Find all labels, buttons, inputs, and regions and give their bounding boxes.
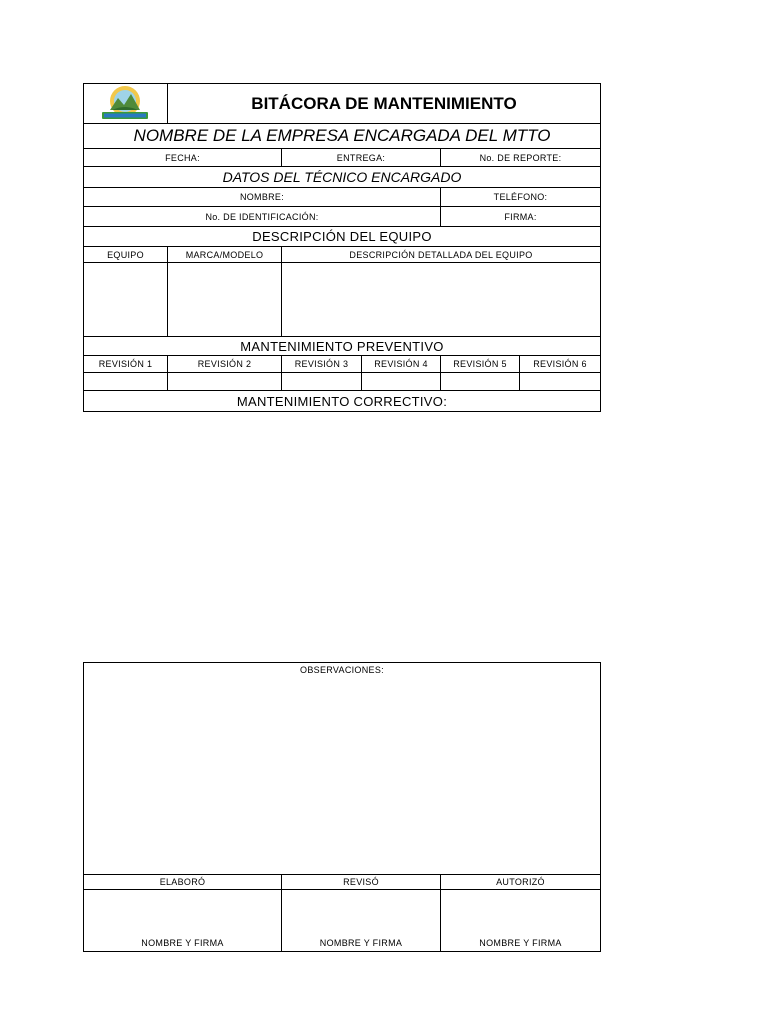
signature-label: NOMBRE Y FIRMA: [141, 938, 224, 948]
equipment-column-header: EQUIPO: [107, 249, 144, 260]
technician-signature-label: FIRMA:: [504, 211, 537, 222]
technician-name-label: NOMBRE:: [239, 192, 285, 202]
revision-header: REVISIÓN 5: [453, 359, 507, 369]
prepared-by-label: ELABORÓ: [159, 877, 206, 887]
signature-label: NOMBRE Y FIRMA: [319, 938, 403, 948]
report-number-label: No. DE REPORTE:: [479, 152, 562, 163]
equipment-heading: DESCRIPCIÓN DEL EQUIPO: [252, 229, 432, 244]
technician-id-label: No. DE IDENTIFICACIÓN:: [205, 211, 319, 222]
signature-label: NOMBRE Y FIRMA: [479, 938, 562, 948]
authorized-by-label: AUTORIZÓ: [496, 877, 545, 887]
divider: [83, 889, 601, 890]
divider: [83, 372, 601, 373]
brand-model-column-header: MARCA/MODELO: [185, 249, 264, 260]
revision-header: REVISIÓN 3: [294, 359, 349, 369]
revision-header: REVISIÓN 4: [374, 359, 428, 369]
delivery-field-label: ENTREGA:: [336, 152, 386, 163]
description-column-header: DESCRIPCIÓN DETALLADA DEL EQUIPO: [349, 249, 533, 260]
technician-phone-label: TELÉFONO:: [493, 192, 548, 202]
form-title: BITÁCORA DE MANTENIMIENTO: [251, 93, 517, 113]
observations-section: [83, 662, 601, 952]
observations-label: OBSERVACIONES:: [300, 665, 384, 675]
revision-header: REVISIÓN 6: [533, 359, 587, 369]
reviewed-by-label: REVISÓ: [343, 877, 379, 887]
revision-header: REVISIÓN 1: [98, 359, 153, 369]
preventive-maintenance-heading: MANTENIMIENTO PREVENTIVO: [240, 338, 444, 354]
revision-header: REVISIÓN 2: [197, 359, 252, 369]
technician-heading: DATOS DEL TÉCNICO ENCARGADO: [222, 169, 462, 185]
date-field-label: FECHA:: [165, 152, 200, 163]
company-logo: [98, 84, 152, 122]
corrective-maintenance-heading: MANTENIMIENTO CORRECTIVO:: [236, 393, 448, 409]
company-name: NOMBRE DE LA EMPRESA ENCARGADA DEL MTTO: [133, 126, 551, 145]
divider: [83, 262, 601, 263]
